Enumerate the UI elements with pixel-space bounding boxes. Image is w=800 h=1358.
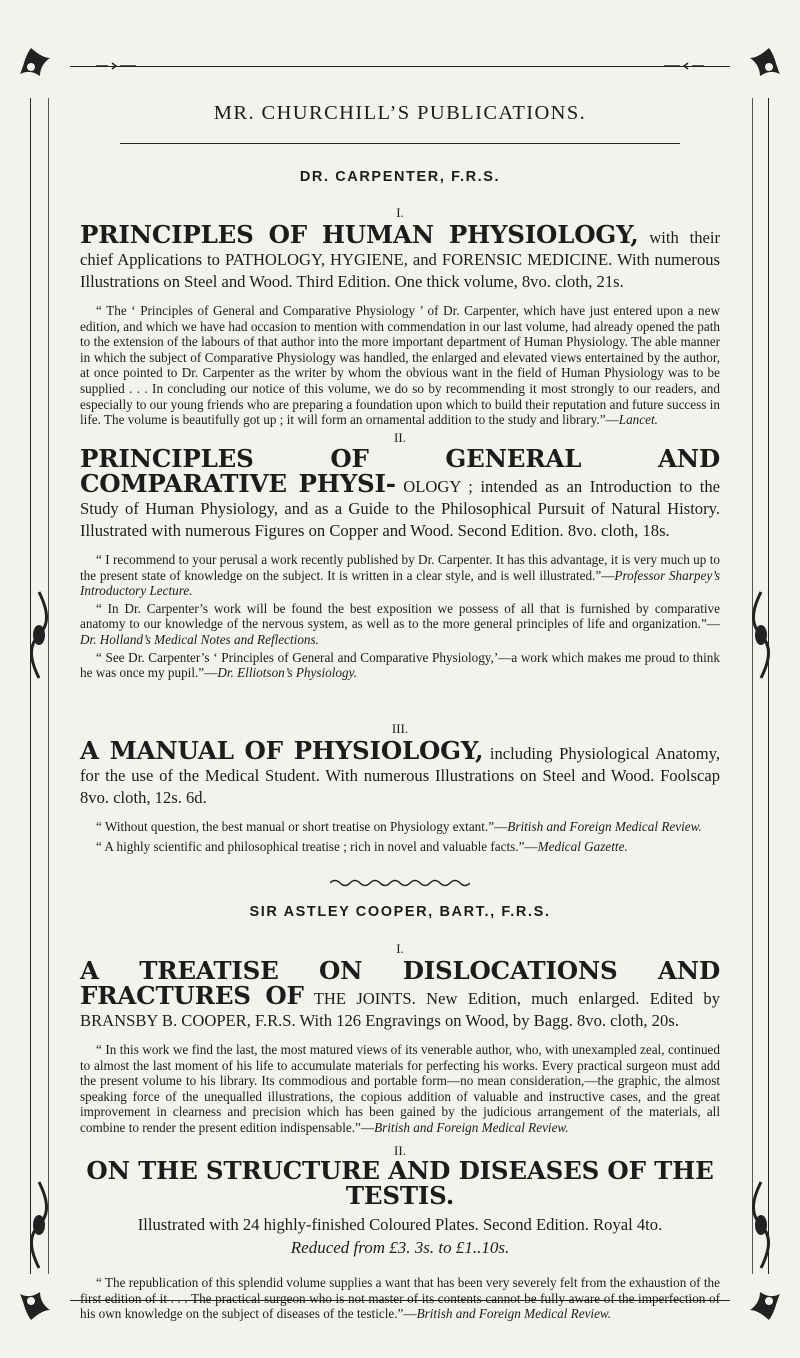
- quote-source: British and Foreign Medical Review.: [374, 1119, 569, 1135]
- review-quote: [80, 819, 720, 835]
- quote-text: “ In this work we find the last, the most matured views of its venerable author, who, with unexampled zeal, continued to almost the last moment of his life to accumulate materials for perfecting his works. Every practical surgeon must add the present volume to his library. Its commodious and portable form—no mean consideration,—the graphic, the almost speaking force of the unequalled illustrations, the copious addition of valuable and instructive cases, and the great improvement in clearness and precision which has been gained by the judicious arrangement of the materials, all combine to render the present edition indispensable.”—: [80, 1042, 720, 1135]
- section-author: DR. CARPENTER, F.R.S.: [299, 169, 501, 185]
- publication-entry: [80, 444, 720, 681]
- publication-entry: [80, 1156, 720, 1322]
- corner-ornament-top-left: [8, 44, 54, 90]
- publication-entry: [80, 220, 720, 428]
- section-divider: [330, 878, 470, 888]
- side-ornament-left-lower: [22, 1180, 56, 1270]
- price-reduction: Reduced from £3. 3s. to £1..10s.: [290, 1238, 510, 1257]
- quote-source: British and Foreign Medical Review.: [507, 819, 702, 834]
- review-quote: [80, 601, 720, 648]
- entry-numeral: I.: [396, 205, 404, 220]
- left-inner-rule: [48, 98, 49, 1274]
- side-ornament-left-upper: [22, 590, 56, 680]
- corner-ornament-bottom-right: [746, 1278, 792, 1324]
- entry-title: PRINCIPLES OF GENERAL AND COMPARATIVE PHYSI-: [80, 444, 720, 498]
- publication-entry: [80, 956, 720, 1136]
- left-rule: [30, 98, 31, 1274]
- quote-text: “ The republication of this splendid volume supplies a want that has been very severely felt from the exhaustion of the first edition of it . . . The practical surgeon who is not master of its contents cannot be fully aware of the imperfection of his own knowledge on the subject of diseases of the testicle.”—: [80, 1275, 720, 1322]
- review-quote: [80, 1042, 720, 1136]
- entry-heading: [80, 220, 720, 293]
- review-quote: [80, 1275, 720, 1322]
- masthead-title: MR. CHURCHILL’S PUBLICATIONS.: [213, 102, 587, 124]
- entry-heading: [80, 1156, 720, 1210]
- right-rule: [768, 98, 769, 1274]
- section-author: SIR ASTLEY COOPER, BART., F.R.S.: [249, 904, 551, 920]
- entry-numeral: II.: [394, 1143, 406, 1158]
- entry-description: OLOGY ; intended as an Introduction to the Study of Human Physiology, and as a Guide to the Philosophical Pursuit of Natural History. Illustrated with numerous Figures on Copper and Wood. Second Edition. 8vo. cloth, 18s.: [80, 477, 720, 540]
- top-right-flourish: [664, 62, 704, 70]
- review-quote: [80, 303, 720, 428]
- corner-ornament-bottom-left: [8, 1278, 54, 1324]
- top-left-flourish: [96, 62, 136, 70]
- side-ornament-right-upper: [744, 590, 778, 680]
- quote-source: Lancet.: [618, 412, 658, 428]
- right-inner-rule: [752, 98, 753, 1274]
- entry-title: PRINCIPLES OF HUMAN PHYSIOLOGY,: [80, 220, 639, 249]
- quote-source: British and Foreign Medical Review.: [416, 1306, 612, 1322]
- review-quote: [80, 650, 720, 681]
- entry-title: A MANUAL OF PHYSIOLOGY,: [80, 736, 484, 765]
- entry-title: ON THE STRUCTURE AND DISEASES OF THE TESTIS.: [86, 1156, 714, 1210]
- quote-source: Dr. Holland’s Medical Notes and Reflections.: [80, 631, 319, 647]
- entry-title: A TREATISE ON DISLOCATIONS AND FRACTURES OF: [80, 956, 720, 1010]
- entry-description: with their chief Applications to PATHOLOGY, HYGIENE, and FORENSIC MEDICINE. With numerous Illustrations on Steel and Wood. Third Edition. One thick volume, 8vo. cloth, 21s.: [80, 228, 720, 291]
- quote-text: “ The ‘ Principles of General and Comparative Physiology ’ of Dr. Carpenter, which have just entered upon a new edition, and which we have had occasion to mention with commendation in our last volume, had already opened the path to the extension of the labours of that author into the more important department of Human Physiology. The able manner in which the subject of Comparative Physiology was handled, the enlarged and elevated views entertained by the author, at once pointed to Dr. Carpenter as the writer by whom the obvious want in the field of Human Physiology was to be supplied . . . In concluding our notice of this volume, we do so by recommending it most strongly to our readers, and especially to our young friends who are preparing a foundation upon which to build their reputation and future success in life. The volume is beautifully got up ; it will form an ornamental addition to the study and library.”—: [80, 303, 720, 428]
- quote-source: Professor Sharpey’s Introductory Lecture.: [80, 567, 720, 599]
- top-rule: [70, 66, 730, 67]
- entry-heading: [80, 736, 720, 809]
- entry-heading: [80, 444, 720, 542]
- entry-description: including Physiological Anatomy, for the use of the Medical Student. With numerous Illustrations on Steel and Wood. Foolscap 8vo. cloth, 12s. 6d.: [80, 744, 720, 807]
- entry-description: THE JOINTS. New Edition, much enlarged. Edited by BRANSBY B. COOPER, F.R.S. With 126 Engravings on Wood, by Bagg. 8vo. cloth, 20s.: [80, 989, 720, 1030]
- quote-source: Medical Gazette.: [537, 838, 628, 854]
- side-ornament-right-lower: [744, 1180, 778, 1270]
- quote-text: “ Without question, the best manual or short treatise on Physiology extant.”—: [96, 819, 508, 834]
- entry-heading: [80, 956, 720, 1032]
- entry-numeral: III.: [391, 721, 409, 736]
- entry-numeral: I.: [396, 941, 404, 956]
- publication-entry: [80, 736, 720, 854]
- quote-text: “ A highly scientific and philosophical treatise ; rich in novel and valuable facts.”—: [96, 838, 538, 854]
- quote-source: Dr. Elliotson’s Physiology.: [217, 665, 358, 681]
- entry-description: Illustrated with 24 highly-finished Coloured Plates. Second Edition. Royal 4to.: [137, 1215, 663, 1234]
- review-quote: [80, 552, 720, 599]
- masthead-underline: [120, 143, 680, 144]
- entry-numeral: II.: [394, 430, 406, 445]
- quote-text: “ I recommend to your perusal a work recently published by Dr. Carpenter. It has this advantage, it is very much up to the present state of knowledge on the subject. It is written in a clear style, and is well illustrated.”—: [80, 552, 720, 583]
- review-quote: [80, 839, 720, 855]
- quote-text: “ In Dr. Carpenter’s work will be found the best exposition we possess of all that is furnished by comparative anatomy to our knowledge of the nervous system, as well as to the more general principles of life and organization.”—: [80, 600, 720, 632]
- corner-ornament-top-right: [746, 44, 792, 90]
- quote-text: “ See Dr. Carpenter’s ‘ Principles of General and Comparative Physiology,’—a work which makes me proud to think he was once my pupil.”—: [80, 649, 720, 681]
